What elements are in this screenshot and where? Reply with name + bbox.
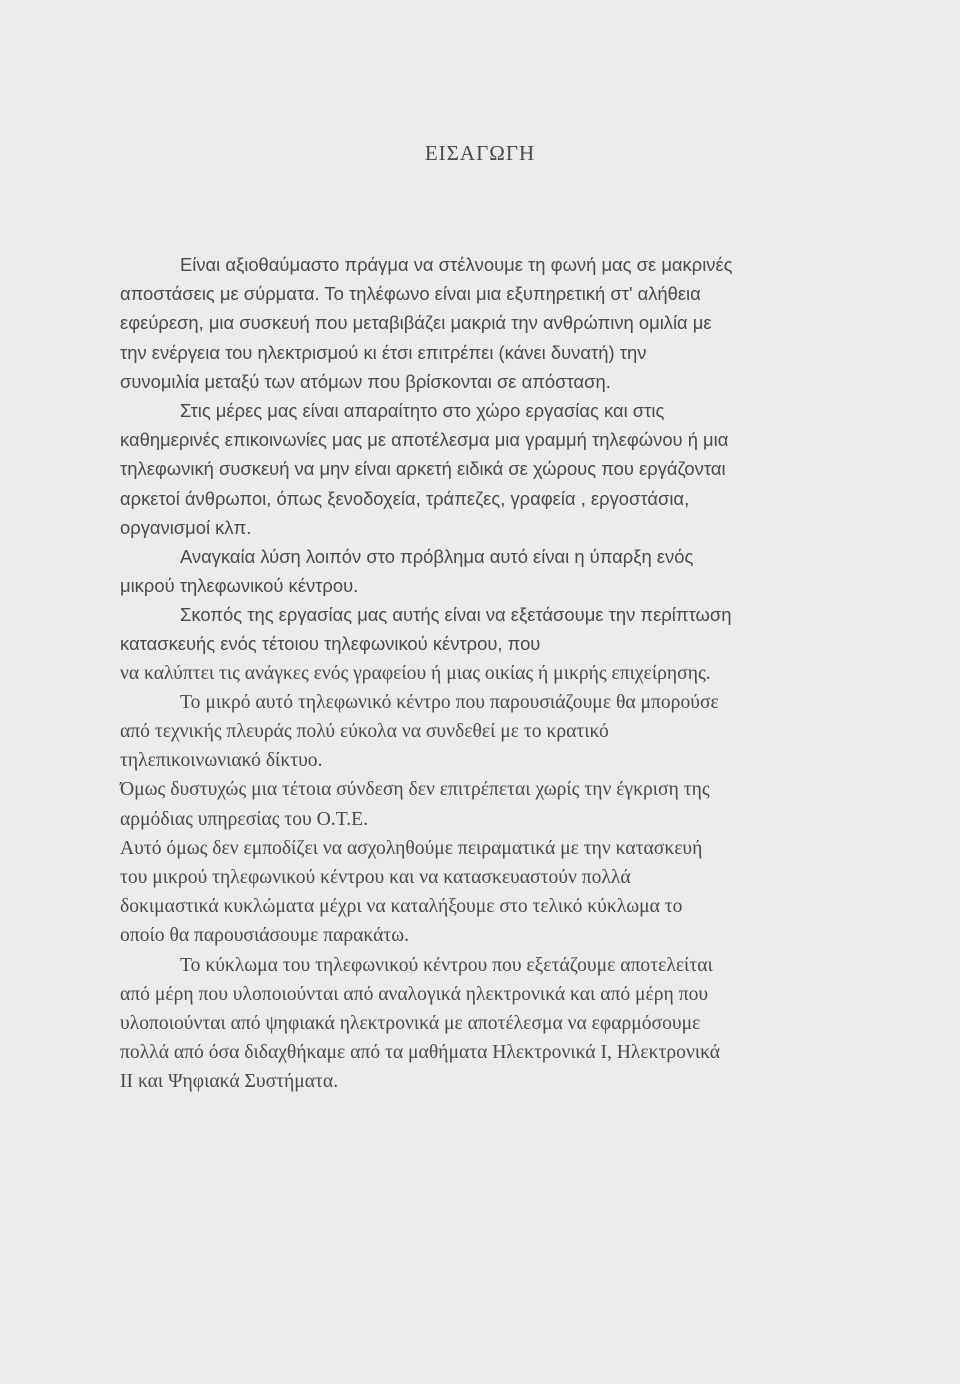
page-title: ΕΙΣΑΓΩΓΗ <box>424 141 536 165</box>
text-line: Σκοπός της εργασίας μας αυτής είναι να εξετάσουμε την περίπτωση <box>180 604 732 626</box>
text-line: συνομιλία μεταξύ των ατόμων που βρίσκονται σε απόσταση. <box>120 370 611 392</box>
text-line: κατασκευής ενός τέτοιου τηλεφωνικού κέντρου, που <box>120 633 541 655</box>
text-line: πολλά από όσα διδαχθήκαμε από τα μαθήματα Ηλεκτρονικά Ι, Ηλεκτρονικά <box>120 1042 721 1064</box>
text-line: να καλύπτει τις ανάγκες ενός γραφείου ή μιας οικίας ή μικρής επιχείρησης. <box>120 662 711 684</box>
text-line: εφεύρεση, μια συσκευή που μεταβιβάζει μακριά την ανθρώπινη ομιλία με <box>120 312 712 334</box>
text-line: Αναγκαία λύση λοιπόν στο πρόβλημα αυτό είναι η ύπαρξη ενός <box>180 545 694 567</box>
text-line: καθημερινές επικοινωνίες μας με αποτέλεσμα μια γραμμή τηλεφώνου ή μια <box>120 429 729 451</box>
text-line: Το μικρό αυτό τηλεφωνικό κέντρο που παρουσιάζουμε θα μπορούσε <box>180 691 719 713</box>
text-line: Όμως δυστυχώς μια τέτοια σύνδεση δεν επιτρέπεται χωρίς την έγκριση της <box>120 779 710 801</box>
text-line: του μικρού τηλεφωνικού κέντρου και να κατασκευαστούν πολλά <box>120 866 631 888</box>
text-line: αρμόδιας υπηρεσίας του Ο.Τ.Ε. <box>120 808 368 830</box>
text-line: την ενέργεια του ηλεκτρισμού κι έτσι επιτρέπει (κάνει δυνατή) την <box>120 341 647 363</box>
text-line: τηλεπικοινωνιακό δίκτυο. <box>120 750 323 772</box>
text-line: Το κύκλωμα του τηλεφωνικού κέντρου που εξετάζουμε αποτελείται <box>180 954 713 976</box>
text-line: τηλεφωνική συσκευή να μην είναι αρκετή ειδικά σε χώρους που εργάζονται <box>120 458 726 480</box>
text-line: αρκετοί άνθρωποι, όπως ξενοδοχεία, τράπεζες, γραφεία , εργοστάσια, <box>120 487 690 509</box>
text-line: ΙΙ και Ψηφιακά Συστήματα. <box>120 1071 339 1093</box>
text-line: δοκιμαστικά κυκλώματα μέχρι να καταλήξουμε στο τελικό κύκλωμα το <box>120 896 683 918</box>
text-line: από μέρη που υλοποιούνται από αναλογικά ηλεκτρονικά και από μέρη που <box>120 983 709 1005</box>
text-line: αποστάσεις με σύρματα. Το τηλέφωνο είναι μια εξυπηρετική στ' αλήθεια <box>120 283 701 305</box>
body-text <box>120 250 840 1096</box>
text-line: Είναι αξιοθαύμαστο πράγμα να στέλνουμε τη φωνή μας σε μακρινές <box>180 254 733 275</box>
text-line: Αυτό όμως δεν εμποδίζει να ασχοληθούμε πειραματικά με την κατασκευή <box>120 837 703 859</box>
text-line: οποίο θα παρουσιάσουμε παρακάτω. <box>120 925 410 947</box>
text-line: μικρού τηλεφωνικού κέντρου. <box>120 575 359 597</box>
text-line: Στις μέρες μας είναι απαραίτητο στο χώρο εργασίας και στις <box>180 399 665 421</box>
text-line: οργανισμοί κλπ. <box>120 516 252 538</box>
text-line: από τεχνικής πλευράς πολύ εύκολα να συνδεθεί με το κρατικό <box>120 721 609 742</box>
text-line: υλοποιούνται από ψηφιακά ηλεκτρονικά με αποτέλεσμα να εφαρμόσουμε <box>120 1012 701 1034</box>
